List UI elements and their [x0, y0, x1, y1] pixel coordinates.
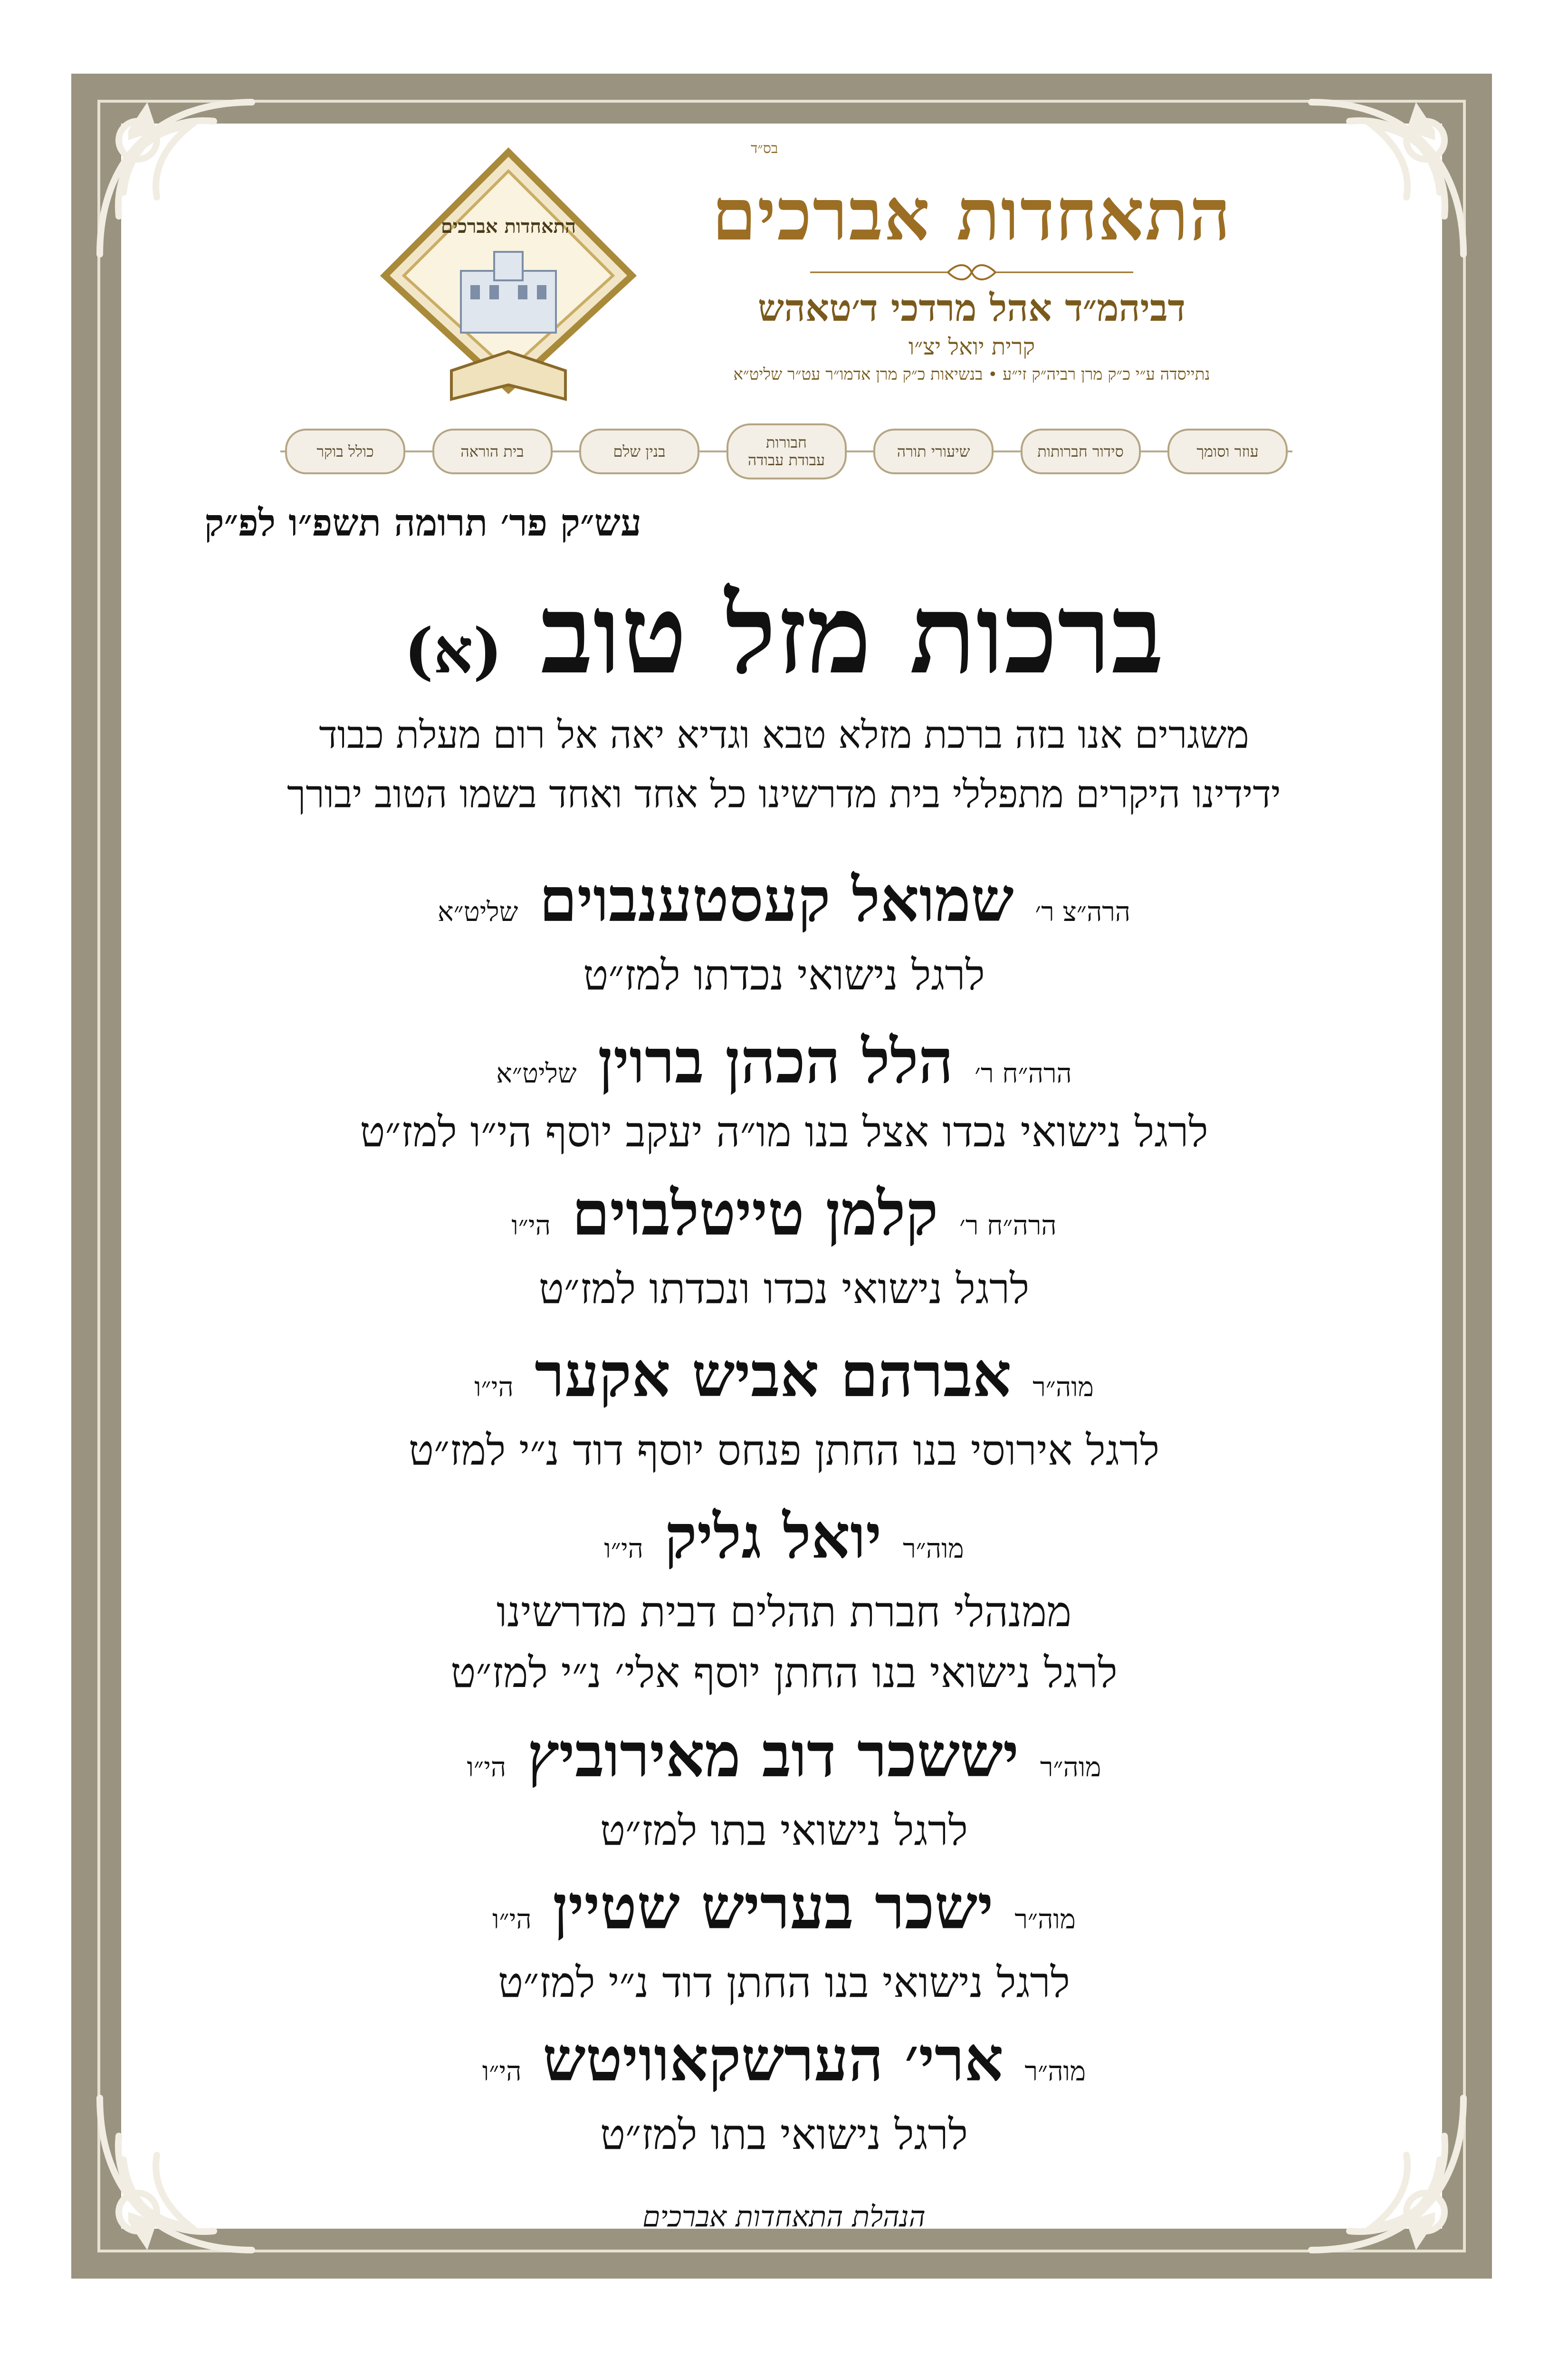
nav-item-binyan-shalem: בנין שלם [579, 429, 699, 474]
synagogue-name: דביהמ״ד אהל מרדכי ד׳טאהש [757, 287, 1186, 330]
entry-title: מוה״ר [1014, 1904, 1076, 1935]
entry-name: יואל גליק [664, 1501, 882, 1572]
corner-ornament-top-right [1292, 74, 1492, 273]
greeting-entry [143, 2024, 1425, 2159]
entry-name: הלל הכהן ברוין [598, 1026, 954, 1097]
nav-item-chavrusos: סידור חברותות [1021, 429, 1141, 474]
nav-item-shiurei-torah: שיעורי תורה [873, 429, 994, 474]
entry-name: אברהם אביש אקער [535, 1340, 1012, 1411]
entry-name: ישכר בעריש שטיין [553, 1872, 994, 1943]
location: קרית יואל יצ״ו [908, 334, 1035, 360]
divider-ornament-icon [805, 263, 1138, 282]
corner-ornament-top-left [71, 74, 271, 273]
founded-line: נתייסדה ע״י כ״ק מרן רביה״ק זי״ע • בנשיאות כ״ק מרן אדמו״ר עט״ר שליט״א [733, 365, 1210, 384]
entry-occasion: לרגל נישואי בתו למז״ט [600, 2110, 968, 2159]
entry-suffix: הי״ו [482, 2056, 522, 2087]
entry-occasion: לרגל נישואי בתו למז״ט [600, 1806, 968, 1855]
entry-suffix: הי״ו [467, 1752, 507, 1783]
entry-title: מוה״ר [1033, 1372, 1094, 1403]
intro-line-1: משגרים אנו בזה ברכת מזלא טבא וגדיא יאה אל רום מעלת כבוד [319, 713, 1249, 757]
entry-title: מוה״ר [1040, 1752, 1101, 1783]
greeting-entry [143, 1026, 1425, 1156]
entry-suffix: שליט״א [437, 897, 518, 928]
entry-occasion: לרגל נישואי נכדו ונכדתו למז״ט [538, 1264, 1030, 1313]
entry-suffix: שליט״א [496, 1058, 577, 1089]
greeting-entry [143, 1720, 1425, 1855]
page-title [143, 570, 1425, 699]
entry-occasion: לרגל נישואי בנו החתן יוסף אלי׳ נ״י למז״ט [450, 1648, 1118, 1697]
nav-item-ozer-vesomech: עוזר וסומך [1167, 429, 1288, 474]
greeting-entry [143, 864, 1425, 999]
organization-emblem-icon [366, 143, 651, 428]
entry-role: ממנהלי חברת תהלים דבית מדרשינו [496, 1587, 1072, 1636]
greeting-entry [143, 1178, 1425, 1313]
entry-occasion: לרגל נישואי בנו החתן דוד נ״י למז״ט [498, 1958, 1070, 2007]
letterhead [665, 143, 1278, 384]
greeting-entry [143, 1501, 1425, 1697]
entry-title: מוה״ר [1024, 2056, 1086, 2087]
entry-name: שמואל קעסטענבוים [539, 864, 1014, 936]
entry-title: מוה״ר [903, 1533, 964, 1564]
program-nav [285, 425, 1288, 478]
nav-item-chaburos: חבורות עבודת עבודה [727, 423, 847, 479]
nav-item-beis-horaah: בית הוראה [432, 429, 553, 474]
emblem-text: התאחדות אברכים [440, 215, 576, 238]
entry-suffix: הי״ו [511, 1210, 551, 1241]
entry-title: הרה״ח ר׳ [959, 1210, 1057, 1241]
entry-suffix: הי״ו [604, 1533, 643, 1564]
entry-occasion: לרגל אירוסי בנו החתן פנחס יוסף דוד נ״י למז״ט [408, 1426, 1160, 1475]
entry-suffix: הי״ו [492, 1904, 532, 1935]
entry-name: קלמן טייטלבוים [572, 1178, 938, 1249]
org-name: התאחדות אברכים [712, 173, 1232, 257]
entry-occasion: לרגל נישואי נכדו אצל בנו מו״ה יעקב יוסף הי״ו למז״ט [360, 1107, 1208, 1156]
parsha-date: עש״ק פר׳ תרומה תשפ״ו לפ״ק [204, 501, 641, 545]
entry-title: הרה״ח ר׳ [975, 1058, 1072, 1089]
entry-title: הרה״צ ר׳ [1035, 897, 1131, 928]
signature: הנהלת התאחדות אברכים [642, 2200, 926, 2233]
entry-occasion: לרגל נישואי נכדתו למז״ט [583, 950, 985, 999]
entry-name: ארי׳ הערשקאוויטש [542, 2024, 1004, 2095]
title-number: (א) [404, 614, 503, 687]
title-main: ברכות מזל טוב [540, 570, 1164, 699]
bsd-mark: בס״ד [751, 140, 778, 157]
nav-item-morning-kollel: כולל בוקר [285, 429, 405, 474]
intro-line-2: ידידינו היקרים מתפללי בית מדרשינו כל אחד ואחד בשמו הטוב יבורך [287, 772, 1281, 816]
greeting-entry [143, 1340, 1425, 1475]
entry-name: יששכר דוב מאירוביץ [527, 1720, 1019, 1791]
greeting-entry [143, 1872, 1425, 2007]
entry-suffix: הי״ו [474, 1372, 514, 1403]
